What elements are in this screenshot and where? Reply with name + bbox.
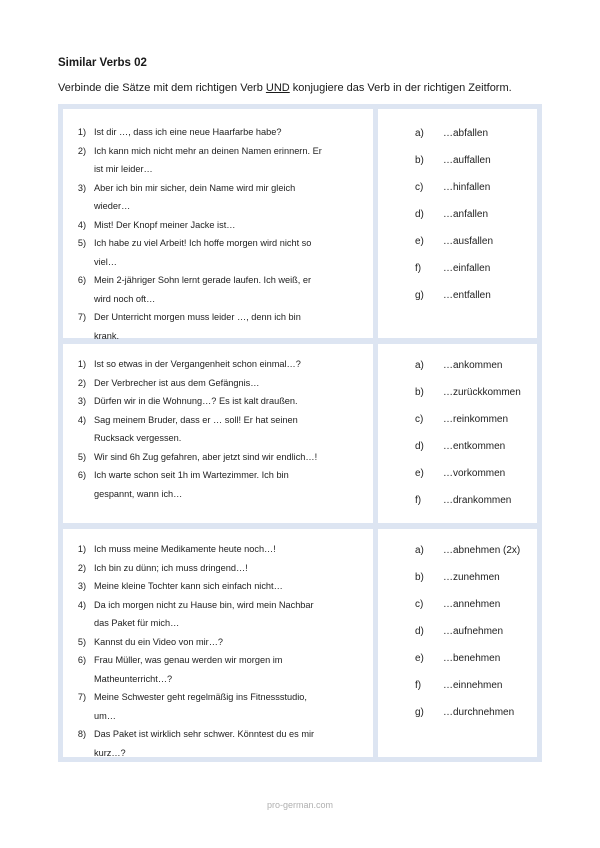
sentence-number: 3) xyxy=(77,182,86,193)
option-letter: e) xyxy=(415,468,424,479)
option-letter: c) xyxy=(415,414,424,425)
option-item xyxy=(415,440,537,467)
sentence-number: 5) xyxy=(77,238,86,248)
option-letter: a) xyxy=(415,360,424,371)
sentence-number: 4) xyxy=(77,599,86,610)
sentence-text: Mein 2-jähriger Sohn lernt gerade laufen. Ich weiß, er wird noch oft… xyxy=(94,275,312,304)
option-text: …abfallen xyxy=(443,128,489,139)
sentence-number: 3) xyxy=(77,581,86,591)
option-item xyxy=(415,625,537,652)
option-text: …hinfallen xyxy=(443,182,491,193)
sentence-item xyxy=(66,123,373,142)
option-text: …zunehmen xyxy=(443,572,500,583)
option-letter: b) xyxy=(415,387,424,398)
exercise-1-options xyxy=(378,109,537,338)
sentence-text: Wir sind 6h Zug gefahren, aber jetzt sind wir endlich…! xyxy=(94,451,318,462)
sentence-text: Kannst du ein Video von mir…? xyxy=(94,636,224,647)
sentence-number: 6) xyxy=(77,655,86,665)
sentence-number: 5) xyxy=(77,636,86,647)
option-text: …aufnehmen xyxy=(443,626,504,637)
exercise-1-sentence-list xyxy=(66,123,373,345)
option-letter: d) xyxy=(415,441,424,452)
sentence-number: 7) xyxy=(77,692,86,702)
instruction-part-2: konjugiere das Verb in der richtigen Zeitform. xyxy=(289,82,512,94)
option-text: …einfallen xyxy=(443,263,491,274)
sentence-text: Frau Müller, was genau werden wir morgen im Matheunterricht…? xyxy=(94,655,283,684)
sentence-item xyxy=(66,448,373,467)
sentence-text: Ist dir …, dass ich eine neue Haarfarbe habe? xyxy=(94,127,282,137)
exercise-2-sentence-list xyxy=(66,355,373,503)
option-item xyxy=(415,181,537,208)
option-text: …entfallen xyxy=(443,290,491,301)
option-text: …durchnehmen xyxy=(443,707,515,718)
option-item xyxy=(415,544,537,571)
sentence-number: 3) xyxy=(77,396,86,406)
option-item xyxy=(415,127,537,154)
sentence-item xyxy=(66,355,373,374)
sentence-text: Ich habe zu viel Arbeit! Ich hoffe morgen wird nicht so viel… xyxy=(94,238,312,267)
sentence-text: Dürfen wir in die Wohnung…? Es ist kalt draußen. xyxy=(94,396,298,406)
sentence-number: 2) xyxy=(77,562,86,573)
exercise-3-sentences xyxy=(63,529,373,757)
option-item xyxy=(415,154,537,181)
option-item xyxy=(415,494,537,521)
option-text: …vorkommen xyxy=(443,468,506,479)
sentence-item xyxy=(66,633,373,652)
sentence-text: Sag meinem Bruder, dass er … soll! Er hat seinen Rucksack vergessen. xyxy=(94,414,298,443)
sentence-number: 7) xyxy=(77,312,86,322)
option-letter: f) xyxy=(415,263,422,274)
sentence-item xyxy=(66,308,373,345)
sentence-item xyxy=(66,466,373,503)
sentence-number: 1) xyxy=(77,544,86,554)
sentence-text: Meine kleine Tochter kann sich einfach nicht… xyxy=(94,581,283,591)
option-letter: e) xyxy=(415,236,424,247)
sentence-item xyxy=(66,234,373,271)
option-item xyxy=(415,679,537,706)
option-item xyxy=(415,359,537,386)
option-item xyxy=(415,208,537,235)
instruction-underlined-und: UND xyxy=(265,82,290,94)
option-text: …entkommen xyxy=(443,441,506,452)
sentence-item xyxy=(66,271,373,308)
sentence-text: Ich kann mich nicht mehr an deinen Namen erinnern. Er ist mir leider… xyxy=(94,145,322,174)
exercise-1-sentences xyxy=(63,109,373,341)
sentence-item xyxy=(66,688,373,725)
option-item xyxy=(415,706,537,733)
sentence-text: Mist! Der Knopf meiner Jacke ist… xyxy=(94,219,236,230)
sentence-text: Der Verbrecher ist aus dem Gefängnis… xyxy=(94,377,260,388)
option-text: …ankommen xyxy=(443,360,503,371)
option-letter: e) xyxy=(415,653,424,664)
exercise-3-sentence-list xyxy=(66,540,373,762)
option-text: …annehmen xyxy=(443,599,501,610)
option-letter: a) xyxy=(415,128,424,139)
option-text: …zurückkommen xyxy=(443,387,521,398)
option-letter: d) xyxy=(415,626,424,637)
sentence-number: 2) xyxy=(77,377,86,388)
option-item xyxy=(415,652,537,679)
option-letter: b) xyxy=(415,155,424,166)
sentence-text: Ich warte schon seit 1h im Wartezimmer. Ich bin gespannt, wann ich… xyxy=(94,470,289,499)
sentence-number: 1) xyxy=(77,359,86,369)
sentence-number: 1) xyxy=(77,127,86,137)
exercise-2-options xyxy=(378,344,537,523)
option-letter: c) xyxy=(415,182,424,193)
option-item xyxy=(415,467,537,494)
sentence-item xyxy=(66,725,373,762)
option-letter: a) xyxy=(415,545,424,556)
exercise-2-option-list xyxy=(415,359,537,521)
sentence-number: 4) xyxy=(77,414,86,425)
sentence-text: Ich bin zu dünn; ich muss dringend…! xyxy=(94,562,248,573)
sentence-item xyxy=(66,651,373,688)
sentence-item xyxy=(66,596,373,633)
sentence-item xyxy=(66,559,373,578)
sentence-number: 8) xyxy=(77,729,86,739)
option-letter: f) xyxy=(415,680,422,691)
option-letter: c) xyxy=(415,599,424,610)
exercise-3-options xyxy=(378,529,537,757)
option-text: …anfallen xyxy=(443,209,489,220)
sentence-text: Ich muss meine Medikamente heute noch…! xyxy=(94,544,276,554)
option-text: …reinkommen xyxy=(443,414,509,425)
option-text: …abnehmen (2x) xyxy=(443,545,521,556)
sentence-item xyxy=(66,179,373,216)
option-item xyxy=(415,386,537,413)
sentence-text: Das Paket ist wirklich sehr schwer. Könntest du es mir kurz…? xyxy=(94,729,315,758)
sentence-item xyxy=(66,577,373,596)
sentence-item xyxy=(66,142,373,179)
option-letter: b) xyxy=(415,572,424,583)
sentence-number: 6) xyxy=(77,275,86,285)
option-item xyxy=(415,235,537,262)
option-text: …drankommen xyxy=(443,495,512,506)
sentence-number: 5) xyxy=(77,451,86,462)
option-item xyxy=(415,571,537,598)
sentence-text: Aber ich bin mir sicher, dein Name wird mir gleich wieder… xyxy=(94,182,296,211)
option-text: …ausfallen xyxy=(443,236,494,247)
worksheet-title: Similar Verbs 02 xyxy=(58,57,147,69)
exercise-grid xyxy=(58,104,542,762)
exercise-3-option-list xyxy=(415,544,537,733)
sentence-text: Meine Schwester geht regelmäßig ins Fitnessstudio, um… xyxy=(94,692,307,721)
option-item xyxy=(415,262,537,289)
option-text: …benehmen xyxy=(443,653,501,664)
sentence-item xyxy=(66,374,373,393)
instruction-text xyxy=(58,82,512,94)
option-letter: f) xyxy=(415,495,422,506)
footer-website: pro-german.com xyxy=(266,800,334,810)
option-letter: g) xyxy=(415,290,424,301)
sentence-number: 4) xyxy=(77,219,86,230)
option-letter: g) xyxy=(415,707,424,718)
sentence-item xyxy=(66,540,373,559)
option-item xyxy=(415,289,537,316)
option-item xyxy=(415,598,537,625)
sentence-number: 2) xyxy=(77,145,86,156)
sentence-item xyxy=(66,411,373,448)
option-text: …einnehmen xyxy=(443,680,503,691)
option-letter: d) xyxy=(415,209,424,220)
option-text: …auffallen xyxy=(443,155,491,166)
sentence-item xyxy=(66,392,373,411)
sentence-item xyxy=(66,216,373,235)
sentence-text: Da ich morgen nicht zu Hause bin, wird mein Nachbar das Paket für mich… xyxy=(94,599,314,628)
exercise-1-option-list xyxy=(415,127,537,316)
exercise-2-sentences xyxy=(63,344,373,523)
sentence-number: 6) xyxy=(77,470,86,480)
sentence-text: Der Unterricht morgen muss leider …, denn ich bin krank. xyxy=(94,312,301,341)
option-item xyxy=(415,413,537,440)
sentence-text: Ist so etwas in der Vergangenheit schon einmal…? xyxy=(94,359,301,369)
instruction-part-1: Verbinde die Sätze mit dem richtigen Verb xyxy=(58,82,266,94)
